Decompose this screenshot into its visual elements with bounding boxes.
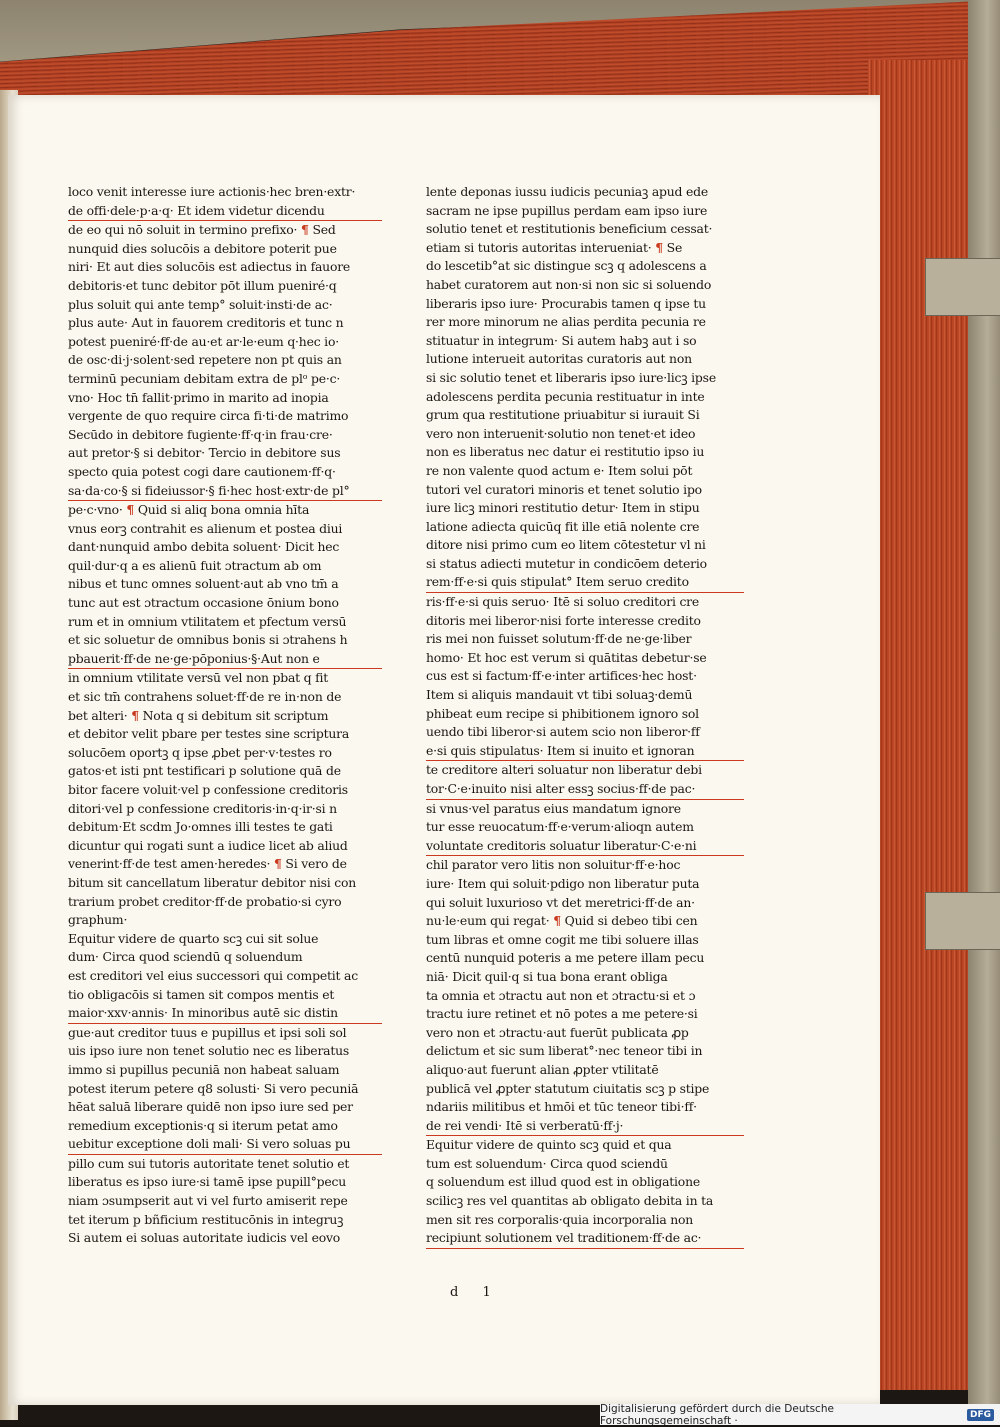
pilcrow-mark: ¶	[131, 707, 139, 723]
text-line: non es liberatus nec datur ei restitutio ipso iu	[426, 444, 705, 460]
text-line: loco venit interesse iure actionis·hec bren·extr·	[68, 184, 356, 199]
text-line: tractu iure retinet et nō potes a me petere·si	[426, 1006, 698, 1022]
text-line: de rei vendi· Itē si verberatū·ff·j·	[426, 1117, 744, 1137]
text-line: in omnium vtilitate versū vel non pbat q fit	[68, 670, 329, 686]
text-line: ditoris mei liberor·nisi forte interesse credito	[426, 612, 701, 628]
text-line: rum et in omnium vtilitatem et pfectum versū	[68, 613, 347, 629]
text-line: dicuntur qui rogati sunt a iudice licet ab aliud	[68, 837, 348, 853]
text-line: latione adiecta quicūq fit ille etiā nolente cre	[426, 518, 700, 534]
text-line: Secūdo in debitore fugiente·ff·q·in frau·cre·	[68, 426, 333, 442]
text-line: Item si aliquis mandauit vt tibi soluaꝫ·demū	[426, 687, 693, 703]
text-line: tur esse reuocatum·ff·e·verum·alioqn autem	[426, 819, 694, 835]
footer-credit-text: Digitalisierung gefördert durch die Deutsche Forschungsgemeinschaft ·	[600, 1402, 834, 1427]
text-line: terminū pecuniam debitam extra de plᵒ pe·c·	[68, 370, 341, 386]
text-line: remedium exceptionis·q si iterum petat amo	[68, 1117, 338, 1133]
text-line: nunquid dies solucōis a debitore poterit pue	[68, 240, 337, 256]
text-line: pe·c·vno· ¶ Quid si aliq bona omnia hīta	[68, 502, 310, 518]
text-line: vno· Hoc tn̄ fallit·primo in marito ad inopia	[68, 389, 329, 405]
text-line: tutori vel curatori minoris et tenet solutio ipo	[426, 481, 702, 497]
text-line: bitor facere voluit·vel p confessione creditoris	[68, 782, 348, 797]
text-line: tor·C·e·inuito nisi alter essꝫ socius·ff·de pac·	[426, 780, 744, 800]
text-line: bitum sit cancellatum liberatur debitor nisi con	[68, 874, 357, 890]
text-line: iure licꝫ minori restitutio detur· Item in stipu	[426, 500, 700, 516]
pilcrow-mark: ¶	[301, 222, 309, 238]
book-right-cover	[968, 0, 1000, 1425]
text-line: bet alteri· ¶ Nota q si debitum sit scriptum	[68, 707, 329, 723]
text-line: centū nunquid poteris a me petere illam pecu	[426, 950, 705, 966]
text-line: ditori·vel p confessione creditoris·in·q·ir·si n	[68, 800, 337, 816]
text-line: niam ɔsumpserit aut vi vel furto amiserit repe	[68, 1193, 348, 1209]
text-line: voluntate creditoris soluatur liberatur·C·e·ni	[426, 837, 744, 857]
text-line: vnus eorꝫ contrahit es alienum et postea diui	[68, 520, 343, 536]
text-line: sacram ne ipse pupillus perdam eam ipso iure	[426, 202, 708, 218]
text-line: tum est soluendum· Circa quod sciendū	[426, 1155, 668, 1171]
text-line: ris·ff·e·si quis seruo· Itē si soluo creditori cre	[426, 594, 700, 610]
text-line: Equitur videre de quarto scꝫ cui sit solue	[68, 930, 319, 946]
text-line: debitum·Et scdm Jo·omnes illi testes te gati	[68, 819, 333, 835]
text-line: Si autem ei soluas autoritate iudicis vel eovo	[68, 1230, 341, 1246]
book-clasp-upper	[925, 258, 1000, 316]
text-line: si status adiecti mutetur in condicōem deterio	[426, 555, 707, 571]
text-line: et sic soluetur de omnibus bonis si ɔtrahens h	[68, 632, 348, 648]
text-line: vero non interuenit·solutio non tenet·et ideo	[426, 425, 696, 441]
text-line: potest iterum petere q8 solusti· Si vero pecuniā	[68, 1080, 359, 1096]
text-line: grum qua restitutione priuabitur si iurauit Si	[426, 407, 700, 423]
text-line: recipiunt solutionem vel traditionem·ff·de ac·	[426, 1229, 744, 1249]
book-clasp-lower	[925, 892, 1000, 950]
text-line: uendo tibi liberor·si autem scio non liberor·ff	[426, 724, 700, 740]
text-line: graphum·	[68, 912, 128, 928]
text-line: potest pueniré·ff·de au·et ar·le·eum q·hec io·	[68, 333, 339, 349]
text-line: niri· Et aut dies solucōis est adiectus in fauore	[68, 259, 351, 275]
text-line: homo· Et hoc est verum si quātitas debetur·se	[426, 649, 707, 665]
text-line: dant·nunquid ambo debita soluent· Dicit hec	[68, 539, 340, 555]
text-line: tunc aut est ɔtractum occasione ōnium bono	[68, 595, 339, 611]
text-line: trarium probet creditor·ff·de probatio·si cyro	[68, 893, 342, 909]
text-line: tet iterum p bñficium restitucōnis in integruꝫ	[68, 1211, 344, 1227]
text-line: iure· Item qui soluit·pdigo non liberatur puta	[426, 875, 700, 891]
text-line: si sic solutio tenet et liberaris ipso iure·licꝫ ipse	[426, 369, 716, 385]
text-line: vero non et ɔtractu·aut fuerūt publicata ꝓp	[426, 1024, 689, 1040]
text-line: si vnus·vel paratus eius mandatum ignore	[426, 800, 681, 816]
text-line: lutione interueit autoritas curatoris aut non	[426, 351, 692, 367]
text-line: liberaris ipso iure· Procurabis tamen q ipse tu	[426, 295, 706, 311]
text-line: vergente de quo require circa fi·ti·de matrimo	[68, 408, 349, 424]
dfg-logo-icon: DFG	[967, 1409, 994, 1421]
text-line: solutio tenet et restitutionis beneficium cessat·	[426, 221, 713, 237]
pilcrow-mark: ¶	[655, 239, 663, 255]
text-line: phibeat eum recipe si phibitionem ignoro sol	[426, 705, 699, 721]
text-line: q soluendum est illud quod est in obligatione	[426, 1174, 700, 1190]
text-line: qui soluit luxurioso vt det meretrici·ff·de an·	[426, 894, 695, 910]
text-line: hēat saluā liberare quidē non ipso iure sed per	[68, 1099, 353, 1115]
pilcrow-mark: ¶	[126, 502, 135, 518]
text-line: ndariis militibus et hmōi et tūc teneor tibi·ff·	[426, 1099, 697, 1115]
text-line: venerint·ff·de test amen·heredes· ¶ Si vero de	[68, 856, 347, 872]
text-line: niā· Dicit quil·q si tua bona erant obliga	[426, 968, 668, 984]
text-line: ditore nisi primo cum eo litem cōtestetur vl ni	[426, 537, 706, 553]
text-line: gue·aut creditor tuus e pupillus et ipsi soli sol	[68, 1024, 347, 1040]
text-line: re non valente quod actum e· Item solui pōt	[426, 462, 693, 478]
pilcrow-mark: ¶	[274, 856, 282, 872]
text-line: liberatus es ipso iure·si tamē ipse pupill°pecu	[68, 1174, 347, 1190]
text-line: plus aute· Aut in fauorem creditoris et tunc n	[68, 315, 344, 331]
text-line: men sit res corporalis·quia incorporalia non	[426, 1211, 694, 1227]
text-line: nibus et tunc omnes soluent·aut ab vno tm̄ a	[68, 576, 339, 592]
signature-mark: d 1	[450, 1285, 501, 1300]
text-line: ris mei non fuisset solutum·ff·de ne·ge·liber	[426, 631, 692, 647]
book-page	[8, 95, 880, 1405]
text-line: pillo cum sui tutoris autoritate tenet solutio et	[68, 1155, 350, 1171]
text-line: rem·ff·e·si quis stipulat° Item seruo credito	[426, 573, 744, 593]
text-line: maior·xxv·annis· In minoribus autē sic distin	[68, 1004, 382, 1024]
text-line: scilicꝫ res vel quantitas ab obligato debita in ta	[426, 1193, 714, 1209]
text-line: de offi·dele·p·a·q· Et idem videtur dicendu	[68, 202, 382, 222]
text-line: dum· Circa quod sciendū q soluendum	[68, 949, 303, 965]
text-line: debitoris·et tunc debitor pōt illum pueniré·q	[68, 277, 337, 293]
text-line: do lescetib°at sic distingue scꝫ q adolescens a	[426, 258, 707, 274]
text-line: ta omnia et ɔtractu aut non et ɔtractu·si et ɔ	[426, 987, 696, 1003]
text-line: et debitor velit pbare per testes sine scriptura	[68, 726, 350, 742]
text-line: pbauerit·ff·de ne·ge·pōponius·§·Aut non e	[68, 650, 382, 670]
text-line: quil·dur·q a es alienū fuit ɔtractum ab om	[68, 557, 322, 573]
text-column-left	[68, 183, 382, 1248]
pilcrow-mark: ¶	[553, 913, 561, 929]
text-line: de eo qui nō soluit in termino prefixo· ¶ Sed	[68, 222, 336, 238]
text-line: sa·da·co·§ si fideiussor·§ fi·hec host·extr·de pl°	[68, 482, 382, 502]
text-line: de osc·di·j·solent·sed repetere non pt quis an	[68, 352, 342, 368]
text-line: chil parator vero litis non soluitur·ff·e·hoc	[426, 857, 681, 873]
text-line: est creditori vel eius successori qui competit ac	[68, 967, 358, 983]
text-line: gatos·et isti pnt testificari p solutione quā de	[68, 763, 341, 779]
text-line: publicā vel ꝓpter statutum ciuitatis scꝫ p stipe	[426, 1080, 710, 1096]
text-line: Equitur videre de quinto scꝫ quid et qua	[426, 1137, 672, 1153]
text-line: habet curatorem aut non·si non sic si soluendo	[426, 276, 712, 292]
text-line: adolescens perdita pecunia restituatur in inte	[426, 388, 705, 404]
text-line: uis ipso iure non tenet solutio nec es liberatus	[68, 1043, 350, 1059]
digitization-footer	[600, 1404, 1000, 1425]
text-line: aut pretor·§ si debitor· Tercio in debitore sus	[68, 445, 341, 461]
text-line: tio obligacōis si tamen sit compos mentis et	[68, 986, 335, 1002]
text-line: e·si quis stipulatus· Item si inuito et ignoran	[426, 742, 744, 762]
text-line: specto quia potest cogi dare cautionem·ff·q·	[68, 463, 336, 479]
text-line: aliquo·aut fuerunt alian ꝓpter vtilitatē	[426, 1061, 659, 1077]
text-line: cus est si factum·ff·e·inter artifices·hec host·	[426, 668, 697, 684]
text-column-right	[426, 183, 744, 1249]
text-line: nu·le·eum qui regat· ¶ Quid si debeo tibi cen	[426, 913, 698, 929]
text-line: lente deponas iussu iudicis pecuniaꝫ apud ede	[426, 184, 709, 199]
text-line: tum libras et omne cogit me tibi soluere illas	[426, 931, 699, 947]
text-line: uebitur exceptione doli mali· Si vero soluas pu	[68, 1135, 382, 1155]
text-line: te creditore alteri soluatur non liberatur debi	[426, 762, 702, 778]
text-line: stituatur in integrum· Si autem habꝫ aut i so	[426, 332, 697, 348]
text-line: plus soluit qui ante temp° soluit·insti·de ac·	[68, 296, 333, 312]
text-line: etiam si tutoris autoritas interueniat· ¶ Se	[426, 239, 683, 255]
text-line: immo si pupillus pecuniā non habeat saluam	[68, 1061, 340, 1077]
text-line: solucōem oportꝫ q ipse ꝓbet per·v·testes ro	[68, 744, 332, 760]
text-line: et sic tm̄ contrahens soluet·ff·de re in·non de	[68, 689, 342, 705]
text-line: delictum et sic sum liberat°·nec teneor tibi in	[426, 1043, 703, 1059]
text-line: rer more minorum ne alias perdita pecunia re	[426, 314, 706, 330]
